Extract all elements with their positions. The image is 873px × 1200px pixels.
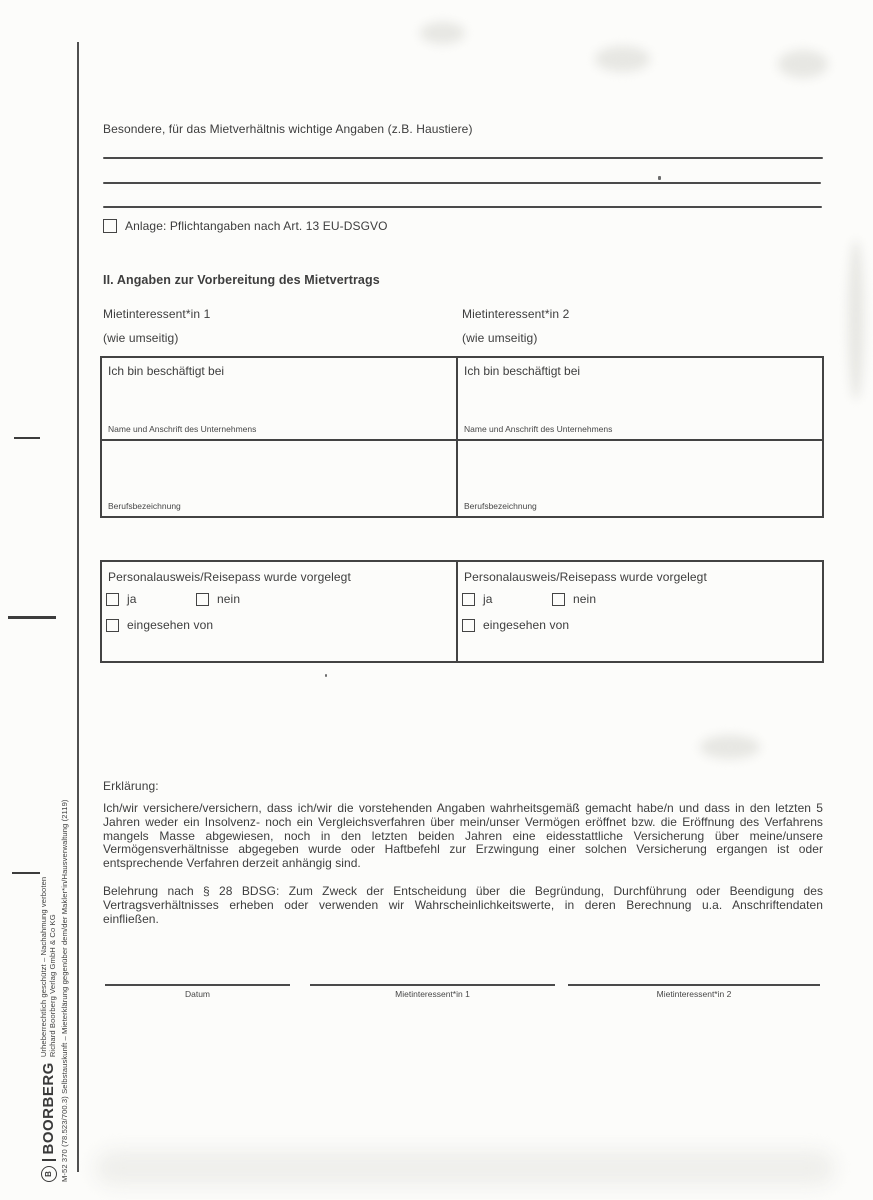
scan-artifact xyxy=(778,50,828,78)
id-no-label: nein xyxy=(573,592,597,606)
id-seen-row xyxy=(106,618,213,632)
declaration-section xyxy=(103,779,823,926)
employment-table xyxy=(100,356,824,518)
attachment-row xyxy=(103,219,388,233)
employment-job-cell-applicant1[interactable] xyxy=(102,441,456,516)
publisher-order-info: M-52 370 (78.523/700.3) Selbstauskunft – Mieterklärung gegenüber dem/der Makler*in/Hausverwaltung (2119) xyxy=(59,799,69,1182)
signature-label-date: Datum xyxy=(184,989,211,999)
bdsg-instruction-paragraph: Belehrung nach § 28 BDSG: Zum Zweck der Entscheidung über die Begründung, Durchführung oder Beendigung des Vertragsverhältnisses erheben oder verwenden wir Wahrscheinlichkeitswerte, in deren Berechnung u.a. Anschriftendaten einfließen. xyxy=(103,883,823,926)
company-caption: Name und Anschrift des Unternehmens xyxy=(464,424,613,434)
id-no-row xyxy=(196,592,240,606)
employment-job-cell-applicant2[interactable] xyxy=(458,441,822,516)
applicant2-title: Mietinteressent*in 2 xyxy=(462,307,570,321)
id-yes-checkbox[interactable] xyxy=(462,593,475,606)
job-caption: Berufsbezeichnung xyxy=(108,501,181,511)
scan-artifact xyxy=(95,1150,835,1186)
publisher-imprint xyxy=(40,682,78,1182)
publisher-brand-row xyxy=(40,682,57,1182)
publisher-company: Richard Boorberg Verlag GmbH & Co KG xyxy=(47,914,57,1058)
id-seen-row xyxy=(462,618,569,632)
declaration-paragraph: Ich/wir versichere/versichern, dass ich/wir die vorstehenden Angaben wahrheitsgemäß gemacht habe/n und dass in den letzten 5 Jahren weder ein Insolvenz- noch ein Vergleichsverfahren über mein/unser Vermögen eröffnet bzw. die Eröffnung des Verfahrens mangels Masse abgewiesen, noch in den letzten beiden Jahren eine eidesstattliche Versicherung über meine/unsere Vermögensverhältnisse abgegeben wurde oder Haftbefehl zur Erzwingung einer solchen Versicherung ergangen ist oder entsprechende Verfahren derzeit anhängig sind. xyxy=(103,801,823,871)
company-caption: Name und Anschrift des Unternehmens xyxy=(108,424,257,434)
employment-intro: Ich bin beschäftigt bei xyxy=(464,364,581,378)
signature-line-applicant2[interactable] xyxy=(568,984,820,986)
id-check-title: Personalausweis/Reisepass wurde vorgelegt xyxy=(464,570,707,584)
notes-label: Besondere, für das Mietverhältnis wichtige Angaben (z.B. Haustiere) xyxy=(103,122,473,136)
fold-mark xyxy=(8,616,56,619)
publisher-copyright: Urheberrechtlich geschützt – Nachahmung verboten xyxy=(39,876,48,1058)
scan-artifact xyxy=(700,735,760,759)
id-no-row xyxy=(552,592,596,606)
applicant1-subtitle: (wie umseitig) xyxy=(103,331,179,345)
employment-intro: Ich bin beschäftigt bei xyxy=(108,364,225,378)
id-check-title: Personalausweis/Reisepass wurde vorgelegt xyxy=(108,570,351,584)
attachment-checkbox[interactable] xyxy=(103,219,117,233)
scan-artifact xyxy=(420,22,465,44)
id-no-checkbox[interactable] xyxy=(552,593,565,606)
id-yes-row xyxy=(462,592,493,606)
publisher-separator xyxy=(42,1160,56,1162)
scan-artifact xyxy=(595,46,650,72)
applicant2-subtitle: (wie umseitig) xyxy=(462,331,538,345)
section2-heading: II. Angaben zur Vorbereitung des Mietvertrags xyxy=(103,273,380,287)
attachment-label: Anlage: Pflichtangaben nach Art. 13 EU-DSGVO xyxy=(125,219,388,233)
id-yes-label: ja xyxy=(483,592,493,606)
fold-mark xyxy=(14,437,40,439)
signature-line-date[interactable] xyxy=(105,984,290,986)
notes-blank-line-2[interactable] xyxy=(103,182,821,184)
notes-blank-line-1[interactable] xyxy=(103,157,823,159)
scan-artifact xyxy=(848,240,864,400)
applicant1-title: Mietinteressent*in 1 xyxy=(103,307,211,321)
signature-block xyxy=(0,984,873,1014)
scan-speck xyxy=(658,176,661,180)
id-yes-checkbox[interactable] xyxy=(106,593,119,606)
id-seen-checkbox[interactable] xyxy=(462,619,475,632)
id-no-checkbox[interactable] xyxy=(196,593,209,606)
employment-company-cell-applicant1[interactable] xyxy=(102,358,456,439)
publisher-legal-lines xyxy=(40,877,57,1057)
fold-mark xyxy=(12,872,40,874)
publisher-brand: BOORBERG xyxy=(40,1062,58,1155)
signature-line-applicant1[interactable] xyxy=(310,984,555,986)
employment-company-cell-applicant2[interactable] xyxy=(458,358,822,439)
signature-label-applicant1: Mietinteressent*in 1 xyxy=(395,989,470,999)
id-yes-label: ja xyxy=(127,592,137,606)
id-seen-label: eingesehen von xyxy=(127,618,214,632)
boorberg-logo-icon: B xyxy=(41,1166,57,1182)
id-check-table xyxy=(100,560,824,663)
id-check-cell-applicant1 xyxy=(102,562,456,661)
signature-label-applicant2: Mietinteressent*in 2 xyxy=(656,989,732,999)
id-yes-row xyxy=(106,592,137,606)
id-check-cell-applicant2 xyxy=(458,562,822,661)
id-no-label: nein xyxy=(217,592,241,606)
declaration-heading: Erklärung: xyxy=(103,779,159,793)
id-seen-checkbox[interactable] xyxy=(106,619,119,632)
notes-blank-line-3[interactable] xyxy=(103,206,822,208)
job-caption: Berufsbezeichnung xyxy=(464,501,537,511)
id-seen-label: eingesehen von xyxy=(483,618,570,632)
scan-speck xyxy=(325,674,327,677)
